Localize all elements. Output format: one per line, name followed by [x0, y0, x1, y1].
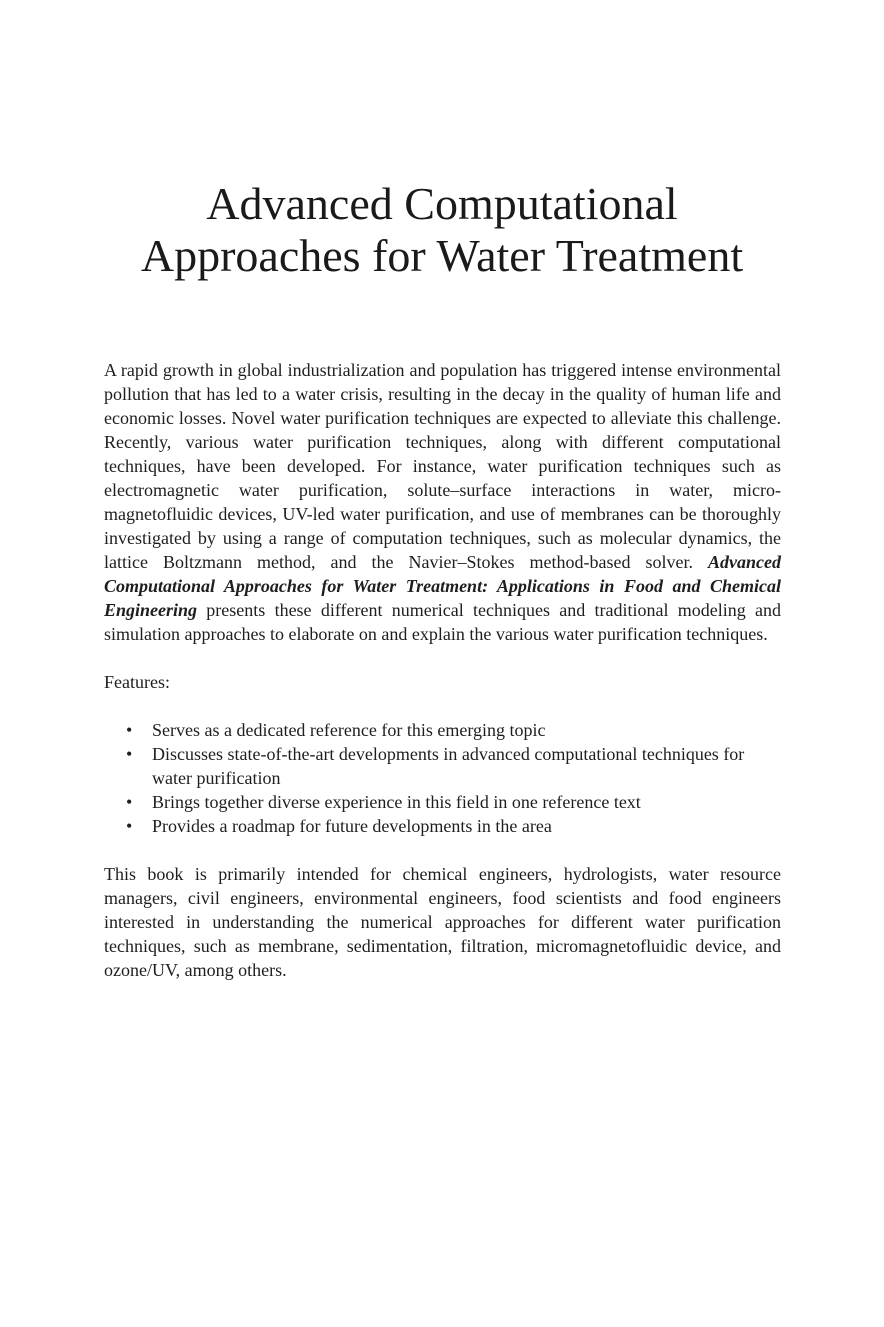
list-item [104, 742, 781, 790]
intro-paragraph [104, 358, 781, 646]
audience-paragraph: This book is primarily intended for chemical engineers, hydrologists, water resource managers, civil engineers, environmental engineers, food scientists and food engineers interested in understanding the numerical approaches for different water purification techniques, such as membrane, sedimentation, filtration, micromagnetofluidic device, and ozone/UV, among others. [104, 864, 781, 980]
title-line-1: Advanced Computational [206, 178, 678, 229]
bullet-icon: • [126, 816, 133, 836]
feature-text: Provides a roadmap for future developments in the area [152, 816, 552, 836]
features-list [104, 718, 781, 838]
intro-text-before: A rapid growth in global industrialization and population has triggered intense environmental pollution that has led to a water crisis, resulting in the decay in the quality of human life and economic losses. Novel water purification techniques are expected to alleviate this challenge. Recently, various water purification techniques, along with different computational techniques, have been developed. For instance, water purification techniques such as electromagnetic water purification, solute–surface interactions in water, micro-magnetofluidic devices, UV-led water purification, and use of membranes can be thoroughly investigated by using a range of computation techniques, such as molecular dynamics, the lattice Boltzmann method, and the Navier–Stokes method-based solver. [104, 360, 781, 572]
list-item [104, 718, 781, 742]
bullet-icon: • [126, 792, 133, 812]
bullet-icon: • [126, 744, 133, 764]
page-title [60, 178, 824, 282]
features-label: Features: [104, 672, 170, 692]
title-line-2: Approaches for Water Treatment [140, 230, 744, 281]
feature-text: Discusses state-of-the-art developments in advanced computational techniques for water purification [152, 744, 745, 788]
list-item [104, 790, 781, 814]
intro-text-after: presents these different numerical techniques and traditional modeling and simulation approaches to elaborate on and explain the various water purification techniques. [104, 600, 781, 644]
feature-text: Serves as a dedicated reference for this emerging topic [152, 720, 546, 740]
description-body [104, 358, 781, 982]
list-item [104, 814, 781, 838]
bullet-icon: • [126, 720, 133, 740]
book-title-emphasis: Advanced Computational Approaches for Water Treatment: Applications in Food and Chemical Engineering [104, 552, 781, 620]
feature-text: Brings together diverse experience in this field in one reference text [152, 792, 641, 812]
